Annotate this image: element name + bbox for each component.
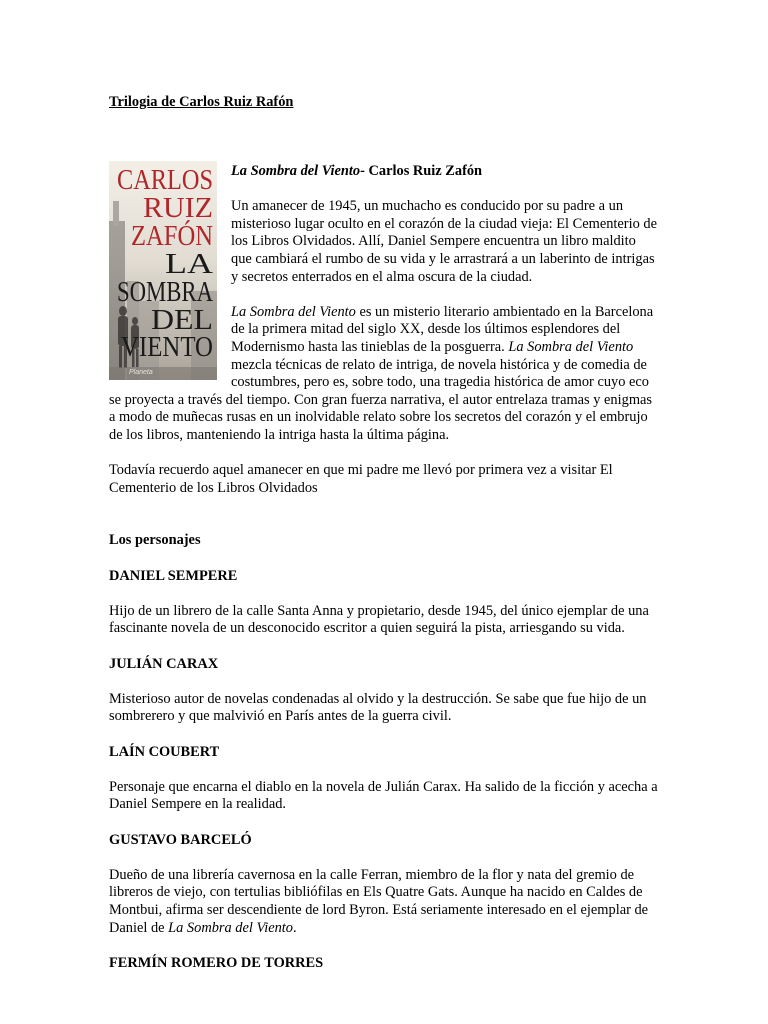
character-entry	[109, 568, 660, 638]
quote-paragraph: Todavía recuerdo aquel amanecer en que mi padre me llevó por primera vez a visitar El Cementerio de los Libros Olvidados	[109, 462, 613, 496]
character-name: JULIÁN CARAX	[109, 655, 219, 672]
cover-title-line1: LA	[165, 248, 214, 280]
character-description: Hijo de un librero de la calle Santa Anna y propietario, desde 1945, del único ejemplar de una fascinante novela de un desconocido escritor a quien seguirá la pista, arriesgando su vida.	[109, 602, 649, 637]
description-text-2: mezcla técnicas de relato de intriga, de novela histórica y de comedia de costumbres, pero es, sobre todo, una tragedia histórica de amor cuyo eco se proyecta a través del tiempo. Con gran fuerza narrativa, el autor entrelaza tramas y enigmas a modo de muñecas rusas en un inolvidable relato sobre los secretos del corazón y el embrujo de los libros, manteniendo la intriga hasta la última página.	[109, 356, 653, 443]
cover-author-line1: CARLOS	[117, 164, 213, 196]
character-description-end: .	[292, 919, 297, 936]
character-name: LAÍN COUBERT	[109, 743, 220, 760]
description-text-1: es un misterio literario ambientado en la Barcelona de la primera mitad del siglo XX, desde los últimos esplendores del Modernismo hasta las tinieblas de la posguerra.	[231, 303, 654, 355]
character-description	[109, 867, 660, 937]
character-entry	[109, 832, 660, 938]
character-description: Misterioso autor de novelas condenadas al olvido y la destrucción. Se sabe que fue hijo de un sombrerero y que malvivió en París antes de la guerra civil.	[109, 690, 647, 725]
description-title-1: La Sombra del Viento	[231, 303, 356, 320]
character-description: Personaje que encarna el diablo en la novela de Julián Carax. Ha salido de la ficción y acecha a Daniel Sempere en la realidad.	[109, 778, 658, 813]
character-name: FERMÍN ROMERO DE TORRES	[109, 954, 324, 971]
character-description-title: La Sombra del Viento	[168, 919, 293, 936]
character-entry	[109, 656, 660, 726]
description-title-2: La Sombra del Viento	[508, 338, 634, 355]
cover-title-line3: DEL	[151, 304, 213, 336]
synopsis-paragraph: Un amanecer de 1945, un muchacho es conducido por su padre a un misterioso lugar oculto en el corazón de la ciudad vieja: El Cementerio de los Libros Olvidados. Allí, Daniel Sempere encuentra un libro maldito que cambiará el rumbo de su vida y le arrastrará a un laberinto de intrigas y secretos enterrados en el alma oscura de la ciudad.	[231, 198, 657, 285]
character-description-text: Dueño de una librería cavernosa en la calle Ferran, miembro de la flor y nata del gremio de libreros de viejo, con tertulias bibliófilas en Els Quatre Gats. Aunque ha nacido en Caldes de Montbui, afirma ser descendiente de lord Byron. Está seriamente interesado en el ejemplar de Daniel de	[109, 866, 649, 936]
character-entry	[109, 744, 660, 814]
cover-title-line2: SOMBRA	[117, 276, 214, 308]
book-heading-title: La Sombra del Viento	[231, 163, 361, 179]
spacer	[109, 515, 660, 533]
character-entry	[109, 955, 660, 973]
character-name: DANIEL SEMPERE	[109, 567, 238, 584]
cover-title-line4: VIENTO	[121, 331, 213, 363]
cover-publisher: Planeta	[129, 369, 153, 376]
document-body	[109, 163, 660, 990]
cover-author-line2: RUIZ	[143, 192, 213, 224]
book-heading-author: - Carlos Ruiz Zafón	[360, 163, 483, 179]
characters-heading: Los personajes	[109, 532, 201, 549]
cover-author-line3: ZAFÓN	[131, 220, 228, 252]
cover-float-spacer	[109, 163, 231, 383]
document-title: Trilogia de Carlos Ruiz Rafón	[109, 94, 294, 110]
character-name: GUSTAVO BARCELÓ	[109, 831, 252, 848]
